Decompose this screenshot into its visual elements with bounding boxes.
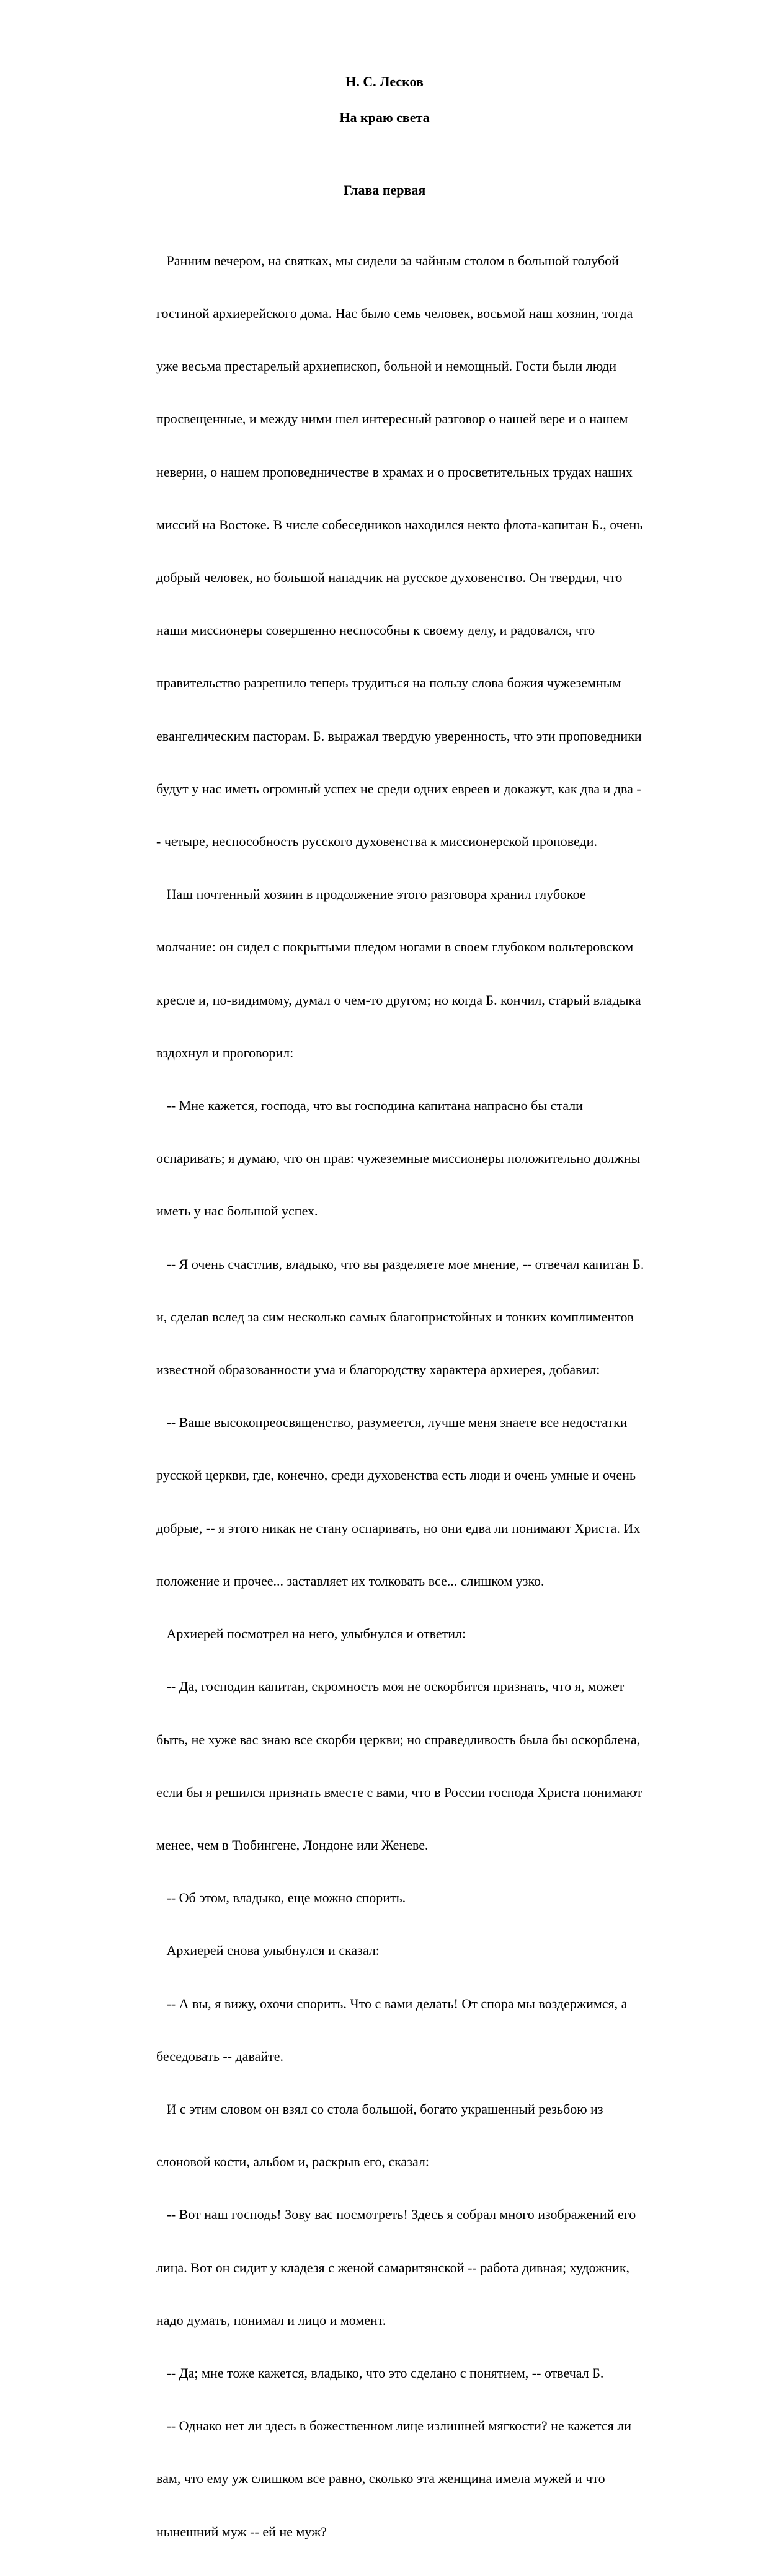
text-line: добрый человек, но большой нападчик на русское духовенство. Он твердил, что: [156, 570, 623, 586]
text-line: известной образованности ума и благородству характера архиерея, добавил:: [156, 1362, 600, 1378]
text-line: - четыре, неспособность русского духовенства к миссионерской проповеди.: [156, 834, 597, 850]
text-line: положение и прочее... заставляет их толковать все... слишком узко.: [156, 1573, 545, 1589]
text-line: кресле и, по-видимому, думал о чем-то другом; но когда Б. кончил, старый владыка: [156, 992, 641, 1008]
text-line: беседовать -- давайте.: [156, 2048, 283, 2064]
text-line: надо думать, понимал и лицо и момент.: [156, 2312, 386, 2328]
text-line: уже весьма престарелый архиепископ, больной и немощный. Гости были люди: [156, 358, 616, 374]
text-line: -- А вы, я вижу, охочи спорить. Что с вами делать! От спора мы воздержимся, а: [156, 1995, 628, 2011]
text-line: вздохнул и проговорил:: [156, 1044, 294, 1061]
text-line: Архиерей посмотрел на него, улыбнулся и ответил:: [156, 1626, 466, 1642]
text-line: -- Ваше высокопреосвященство, разумеется, лучше меня знаете все недостатки: [156, 1414, 628, 1431]
text-line: если бы я решился признать вместе с вами, что в России господа Христа понимают: [156, 1784, 642, 1800]
text-line: Наш почтенный хозяин в продолжение этого разговора хранил глубокое: [156, 886, 586, 902]
text-line: -- Да, господин капитан, скромность моя не оскорбится признать, что я, может: [156, 1678, 625, 1695]
body-text: [156, 217, 714, 2576]
text-line: молчание: он сидел с покрытыми пледом ногами в своем глубоком вольтеровском: [156, 939, 634, 955]
text-line: гостиной архиерейского дома. Нас было семь человек, восьмой наш хозяин, тогда: [156, 306, 633, 322]
text-line: -- Вот наш господь! Зову вас посмотреть! Здесь я собрал много изображений его: [156, 2207, 636, 2223]
text-line: -- Однако нет ли здесь в божественном лице излишней мягкости? не кажется ли: [156, 2418, 631, 2434]
text-line: добрые, -- я этого никак не стану оспаривать, но они едва ли понимают Христа. Их: [156, 1520, 641, 1536]
text-line: и, сделав вслед за сим несколько самых благопристойных и тонких комплиментов: [156, 1308, 634, 1325]
text-line: правительство разрешило теперь трудиться на пользу слова божия чужеземным: [156, 675, 621, 691]
text-line: оспаривать; я думаю, что он прав: чужеземные миссионеры положительно должны: [156, 1150, 641, 1167]
text-line: вам, что ему уж слишком все равно, сколько эта женщина имела мужей и что: [156, 2471, 605, 2487]
text-line: будут у нас иметь огромный успех не среди одних евреев и докажут, как два и два -: [156, 780, 641, 796]
text-line: И с этим словом он взял со стола большой, богато украшенный резьбою из: [156, 2101, 603, 2117]
text-line: Архиерей снова улыбнулся и сказал:: [156, 1943, 380, 1959]
text-line: менее, чем в Тюбингене, Лондоне или Женеве.: [156, 1837, 429, 1853]
text-line: -- Да; мне тоже кажется, владыко, что это сделано с понятием, -- отвечал Б.: [156, 2365, 604, 2381]
text-line: нынешний муж -- ей не муж?: [156, 2523, 327, 2539]
text-line: -- Я очень счастлив, владыко, что вы разделяете мое мнение, -- отвечал капитан Б.: [156, 1256, 644, 1272]
text-line: миссий на Востоке. В числе собеседников находился некто флота-капитан Б., очень: [156, 516, 643, 532]
text-line: -- Мне кажется, господа, что вы господина капитана напрасно бы стали: [156, 1098, 583, 1114]
text-line: русской церкви, где, конечно, среди духовенства есть люди и очень умные и очень: [156, 1467, 636, 1483]
text-line: иметь у нас большой успех.: [156, 1203, 318, 1219]
text-line: Ранним вечером, на святках, мы сидели за чайным столом в большой голубой: [156, 252, 619, 268]
text-line: быть, не хуже вас знаю все скорби церкви; но справедливость была бы оскорблена,: [156, 1731, 641, 1747]
book-title: На краю света: [339, 110, 430, 125]
text-line: неверии, о нашем проповедничестве в храмах и о просветительных трудах наших: [156, 464, 633, 480]
text-line: -- Об этом, владыко, еще можно спорить.: [156, 1890, 406, 1906]
text-line: наши миссионеры совершенно неспособны к своему делу, и радовался, что: [156, 622, 595, 638]
text-line: слоновой кости, альбом и, раскрыв его, сказал:: [156, 2154, 429, 2170]
chapter-heading: Глава первая: [343, 182, 426, 198]
text-line: лица. Вот он сидит у кладезя с женой самаритянской -- работа дивная; художник,: [156, 2259, 630, 2275]
text-line: евангелическим пасторам. Б. выражал твердую уверенность, что эти проповедники: [156, 728, 642, 744]
author-heading: Н. С. Лесков: [345, 74, 424, 89]
text-line: просвещенные, и между ними шел интересный разговор о нашей вере и о нашем: [156, 411, 628, 427]
